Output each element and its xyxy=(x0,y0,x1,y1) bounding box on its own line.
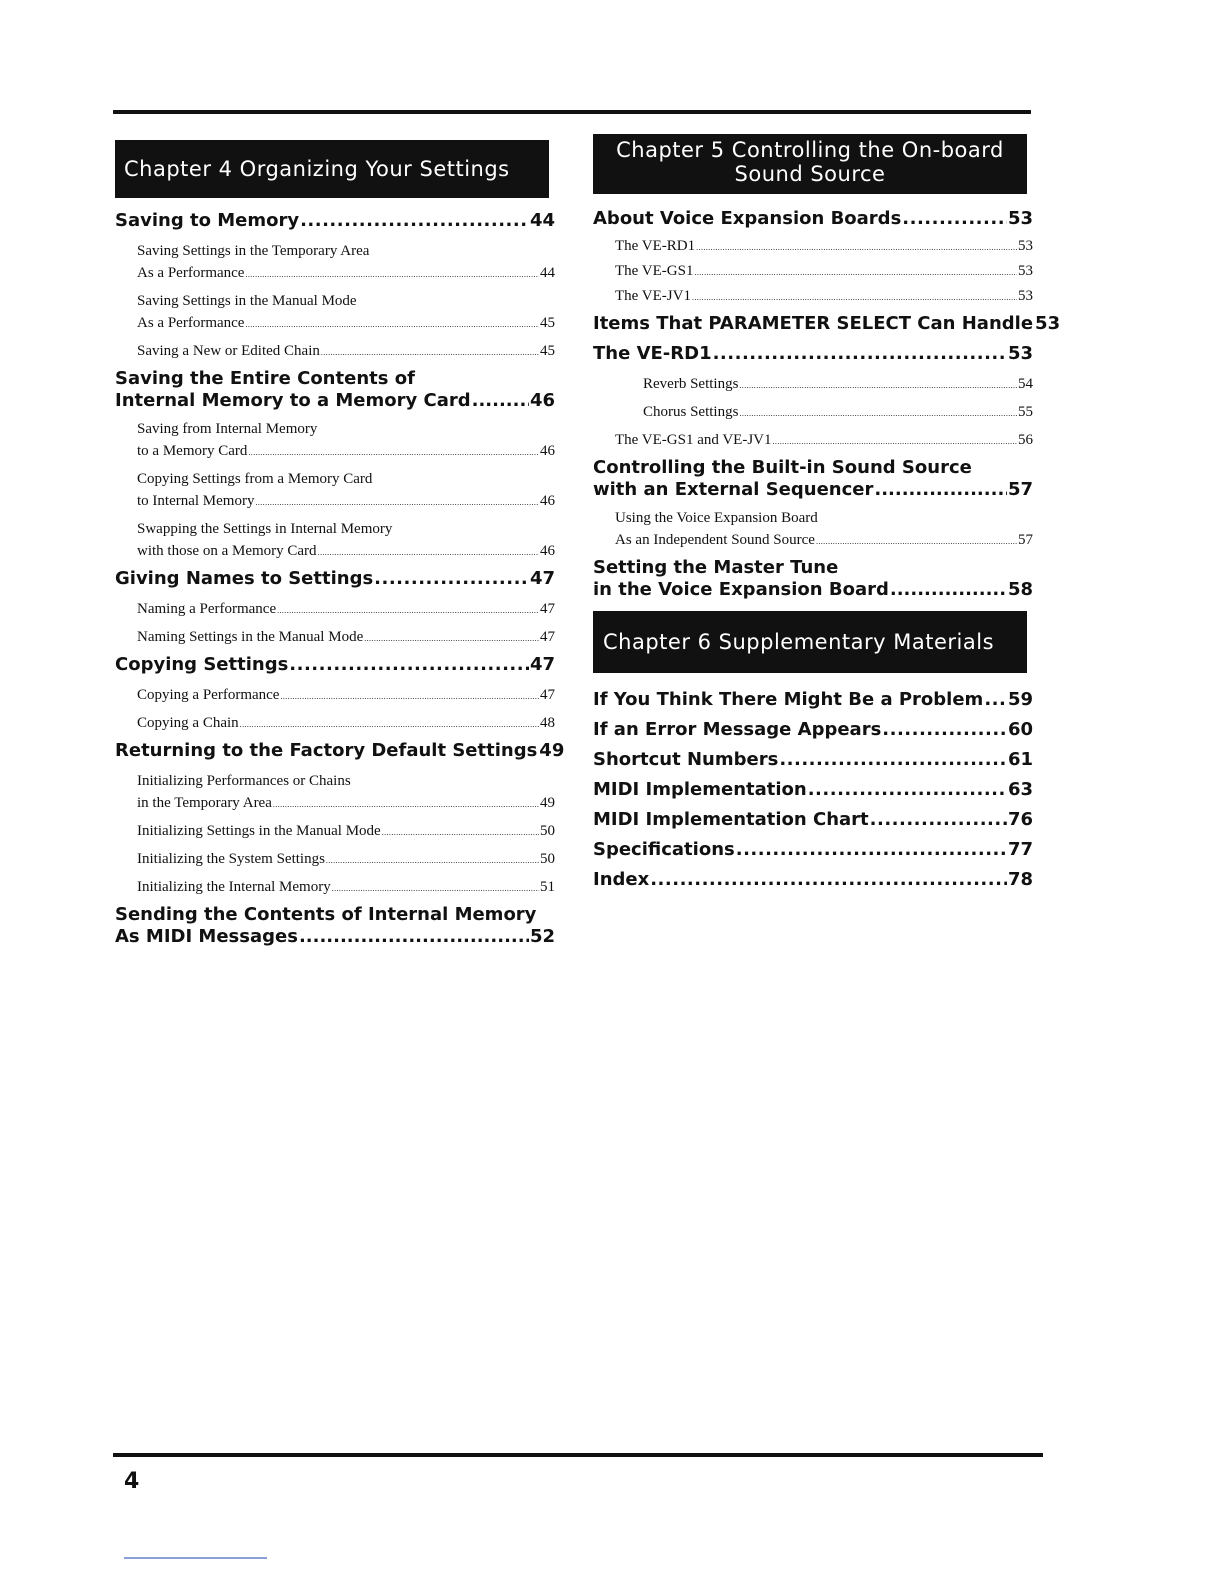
toc-entry-master-tune[interactable]: Setting the Master Tune in the Voice Expansion Board ..... 58 xyxy=(593,557,1033,601)
toc-entry-items-parameter-select[interactable]: Items That PARAMETER SELECT Can Handle 53 xyxy=(593,313,1061,334)
toc-entry-naming-performance[interactable]: Naming a Performance ..... 47 xyxy=(115,598,555,620)
toc-entry-saving-to-memory[interactable]: Saving to Memory ..... 44 xyxy=(115,208,555,234)
bottom-rule xyxy=(113,1453,1043,1457)
toc-entry-copying-settings[interactable]: Copying Settings ..... 47 xyxy=(115,652,555,678)
toc-entry-reverb-settings[interactable]: Reverb Settings ..... 54 xyxy=(593,373,1033,395)
toc-entry-error-message[interactable]: If an Error Message Appears ..... 60 xyxy=(593,717,1033,743)
toc-entry-init-manual[interactable]: Initializing Settings in the Manual Mode ..... 50 xyxy=(115,820,555,842)
toc-entry-shortcut-numbers[interactable]: Shortcut Numbers ..... 61 xyxy=(593,747,1033,773)
toc-entry-about-voice-expansion[interactable]: About Voice Expansion Boards ..... 53 xyxy=(593,206,1033,232)
toc-entry-returning-default[interactable]: Returning to the Factory Default Settings 49 xyxy=(115,740,565,761)
toc-entry-copying-from-card[interactable]: Copying Settings from a Memory Card to Internal Memory ..... 46 xyxy=(115,468,555,512)
chapter-5-heading: Chapter 5 Controlling the On-board Sound Source xyxy=(593,134,1027,194)
toc-entry-ve-jv1[interactable]: The VE-JV1 ..... 53 xyxy=(593,285,1033,307)
toc-entry-save-temp-performance[interactable]: Saving Settings in the Temporary Area As a Performance ..... 44 xyxy=(115,240,555,284)
toc-entry-index[interactable]: Index ..... 78 xyxy=(593,867,1033,893)
toc-entry-giving-names[interactable]: Giving Names to Settings ..... 47 xyxy=(115,566,555,592)
chapter-4-heading: Chapter 4 Organizing Your Settings xyxy=(115,140,549,198)
footer-line xyxy=(124,1557,267,1559)
top-rule xyxy=(113,110,1031,114)
toc-left-column xyxy=(115,140,565,948)
toc-entry-specifications[interactable]: Specifications ..... 77 xyxy=(593,837,1033,863)
toc-entry-saving-entire-contents[interactable]: Saving the Entire Contents of Internal Memory to a Memory Card ..... 46 xyxy=(115,368,555,412)
toc-entry-save-chain[interactable]: Saving a New or Edited Chain ..... 45 xyxy=(115,340,555,362)
toc-entry-save-manual-performance[interactable]: Saving Settings in the Manual Mode As a Performance ..... 45 xyxy=(115,290,555,334)
toc-entry-using-voice-expansion[interactable]: Using the Voice Expansion Board As an Independent Sound Source ..... 57 xyxy=(593,507,1033,551)
toc-entry-ve-gs1[interactable]: The VE-GS1 ..... 53 xyxy=(593,260,1033,282)
toc-entry-saving-from-internal[interactable]: Saving from Internal Memory to a Memory Card ..... 46 xyxy=(115,418,555,462)
toc-entry-midi-implementation[interactable]: MIDI Implementation ..... 63 xyxy=(593,777,1033,803)
page-number: 4 xyxy=(124,1469,140,1494)
toc-entry-gs1-and-jv1[interactable]: The VE-GS1 and VE-JV1 ..... 56 xyxy=(593,429,1033,451)
toc-entry-swapping-settings[interactable]: Swapping the Settings in Internal Memory with those on a Memory Card ..... 46 xyxy=(115,518,555,562)
toc-entry-problem[interactable]: If You Think There Might Be a Problem ..... 59 xyxy=(593,687,1033,713)
toc-entry-chorus-settings[interactable]: Chorus Settings ..... 55 xyxy=(593,401,1033,423)
toc-entry-init-internal[interactable]: Initializing the Internal Memory ..... 51 xyxy=(115,876,555,898)
toc-entry-the-ve-rd1[interactable]: The VE-RD1 ..... 53 xyxy=(593,341,1033,367)
toc-entry-ve-rd1[interactable]: The VE-RD1 ..... 53 xyxy=(593,235,1033,257)
toc-entry-naming-manual[interactable]: Naming Settings in the Manual Mode ..... 47 xyxy=(115,626,555,648)
chapter-6-heading: Chapter 6 Supplementary Materials xyxy=(593,611,1027,673)
toc-entry-init-performances-chains[interactable]: Initializing Performances or Chains in the Temporary Area ..... 49 xyxy=(115,770,555,814)
toc-right-column xyxy=(593,134,1061,893)
toc-entry-controlling-builtin[interactable]: Controlling the Built-in Sound Source with an External Sequencer ..... 57 xyxy=(593,457,1033,501)
toc-entry-init-system[interactable]: Initializing the System Settings ..... 50 xyxy=(115,848,555,870)
toc-entry-sending-contents[interactable]: Sending the Contents of Internal Memory As MIDI Messages ..... 52 xyxy=(115,904,555,948)
toc-entry-copying-performance[interactable]: Copying a Performance ..... 47 xyxy=(115,684,555,706)
toc-entry-midi-chart[interactable]: MIDI Implementation Chart ..... 76 xyxy=(593,807,1033,833)
toc-entry-copying-chain[interactable]: Copying a Chain ..... 48 xyxy=(115,712,555,734)
